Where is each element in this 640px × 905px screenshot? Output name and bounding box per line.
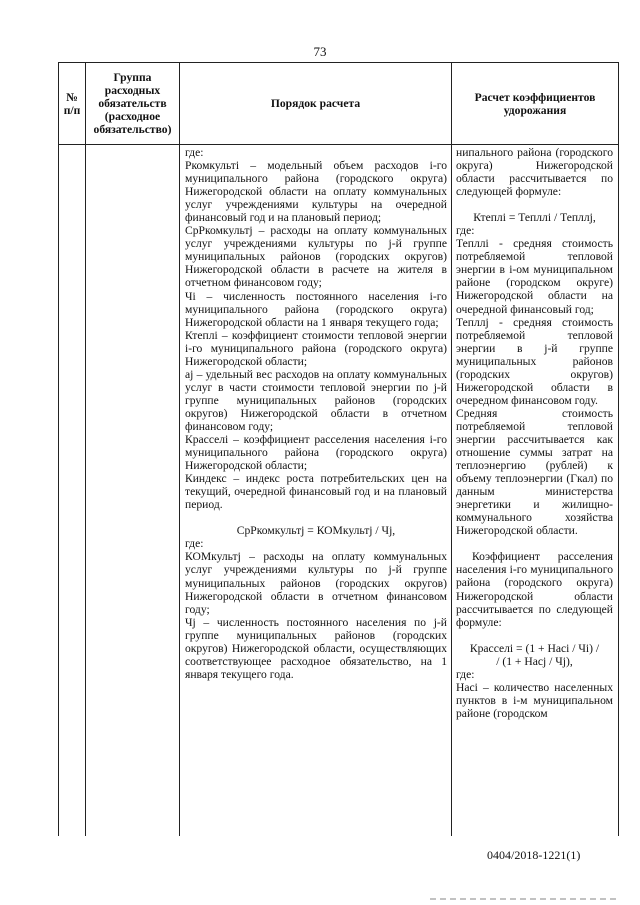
spacer	[456, 198, 613, 211]
text-line: Насі – количество населенных пунктов в і-м муниципальном районе (городском	[456, 680, 613, 720]
text-line: Красселі – коэффициент расселения населения і-го муниципального района (городского округа) Нижегородской области;	[185, 433, 447, 473]
header-obligation-group: Группа расходных обязательств (расходное обязательство)	[93, 71, 172, 136]
calculation-table	[58, 62, 619, 836]
text-line: Тепллј - средняя стоимость потребляемой тепловой энергии в j-й группе муниципальных районов (городских округов) Нижегородской области в очередном финансовом году.	[456, 315, 613, 407]
text-line: КОМкультј – расходы на оплату коммунальных услуг учреждениями культуры по j-й группе муниципальных районов (городских округов) Нижегородской области в отчетном финансовом году;	[185, 550, 447, 616]
text-line: aj – удельный вес расходов на оплату коммунальных услуг в части стоимости тепловой энергии по j-й группе муниципальных районов (городских округов) Нижегородской области в отчетном финансовом году;	[185, 367, 447, 433]
text-line: где:	[185, 146, 204, 159]
text-line: СрРкомкультј – расходы на оплату коммунальных услуг учреждениями культуры по j-й группе муниципальных районов (городских округов) Нижегородской области в расчете на жителя в отчетном финансовом году;	[185, 224, 447, 290]
column-divider-2	[179, 62, 180, 836]
page-number: 73	[313, 44, 327, 59]
text-line: Средняя стоимость потребляемой тепловой энергии рассчитывается как отношение суммы затрат на теплоэнергию (рублей) к объему теплоэнергии (Гкал) по данным министерства энергетики и жилищно-коммунального хозяйства Нижегородской области.	[456, 406, 613, 538]
spacer	[185, 511, 447, 524]
text-line: где:	[185, 537, 204, 551]
text-line: где:	[456, 667, 475, 681]
formula: / (1 + Насј / Чј),	[496, 654, 573, 668]
spacer	[456, 629, 613, 642]
text-line: где:	[456, 224, 475, 238]
column-divider-3	[451, 62, 452, 836]
text-line: Ркомкульті – модельный объем расходов і-го муниципального района (городского округа) Нижегородской области на оплату коммунальных услуг учреждениями культуры на очередной финансовый год и на плановый период;	[185, 159, 447, 225]
calculation-order-text	[185, 146, 447, 681]
header-cost-coefficients: Расчет коэффициентов удорожания	[474, 90, 596, 117]
column-divider-1	[85, 62, 86, 836]
formula: Красселі = (1 + Насі / Чі) /	[469, 641, 600, 655]
table-border-left	[58, 62, 59, 836]
text-line: Киндекс – индекс роста потребительских цен на текущий, очередной финансовый год и на плановый период.	[185, 472, 447, 512]
text-line: Коэффициент расселения населения і-го муниципального района (городского округа) Нижегородской области рассчитывается по следующей формуле:	[456, 550, 613, 629]
header-calculation-order: Порядок расчета	[270, 97, 361, 110]
text-line: нипального района (городского округа) Нижегородской области рассчитывается по следующей формуле:	[456, 146, 613, 199]
text-line: Чј – численность постоянного населения по j-й группе муниципальных районов (городских округов) Нижегородской области, осуществляющих соответствующее расходное обязательство, на 1 января текущего года.	[185, 615, 447, 681]
document-code: 0404/2018-1221(1)	[487, 848, 581, 862]
text-line: Чі – численность постоянного населения і-го муниципального района (городского округа) Нижегородской области на 1 января текущего года;	[185, 289, 447, 329]
spacer	[456, 537, 613, 550]
scan-artifact	[430, 898, 620, 900]
text-line: Ктеплі – коэффициент стоимости тепловой энергии і-го муниципального района (городского округа) Нижегородской области;	[185, 328, 447, 368]
table-border-right	[618, 62, 619, 836]
text-line: Тепллі - средняя стоимость потребляемой тепловой энергии в і-ом муниципальном районе (городском округе) Нижегородской области на очередной финансовый год;	[456, 237, 613, 316]
header-divider	[58, 144, 619, 145]
header-number: № п/п	[63, 90, 81, 117]
coefficients-text	[456, 146, 613, 720]
formula: Ктеплі = Тепллі / Тепллј,	[473, 211, 596, 225]
formula: СрРкомкультј = КОМкультј / Чј,	[236, 524, 396, 538]
